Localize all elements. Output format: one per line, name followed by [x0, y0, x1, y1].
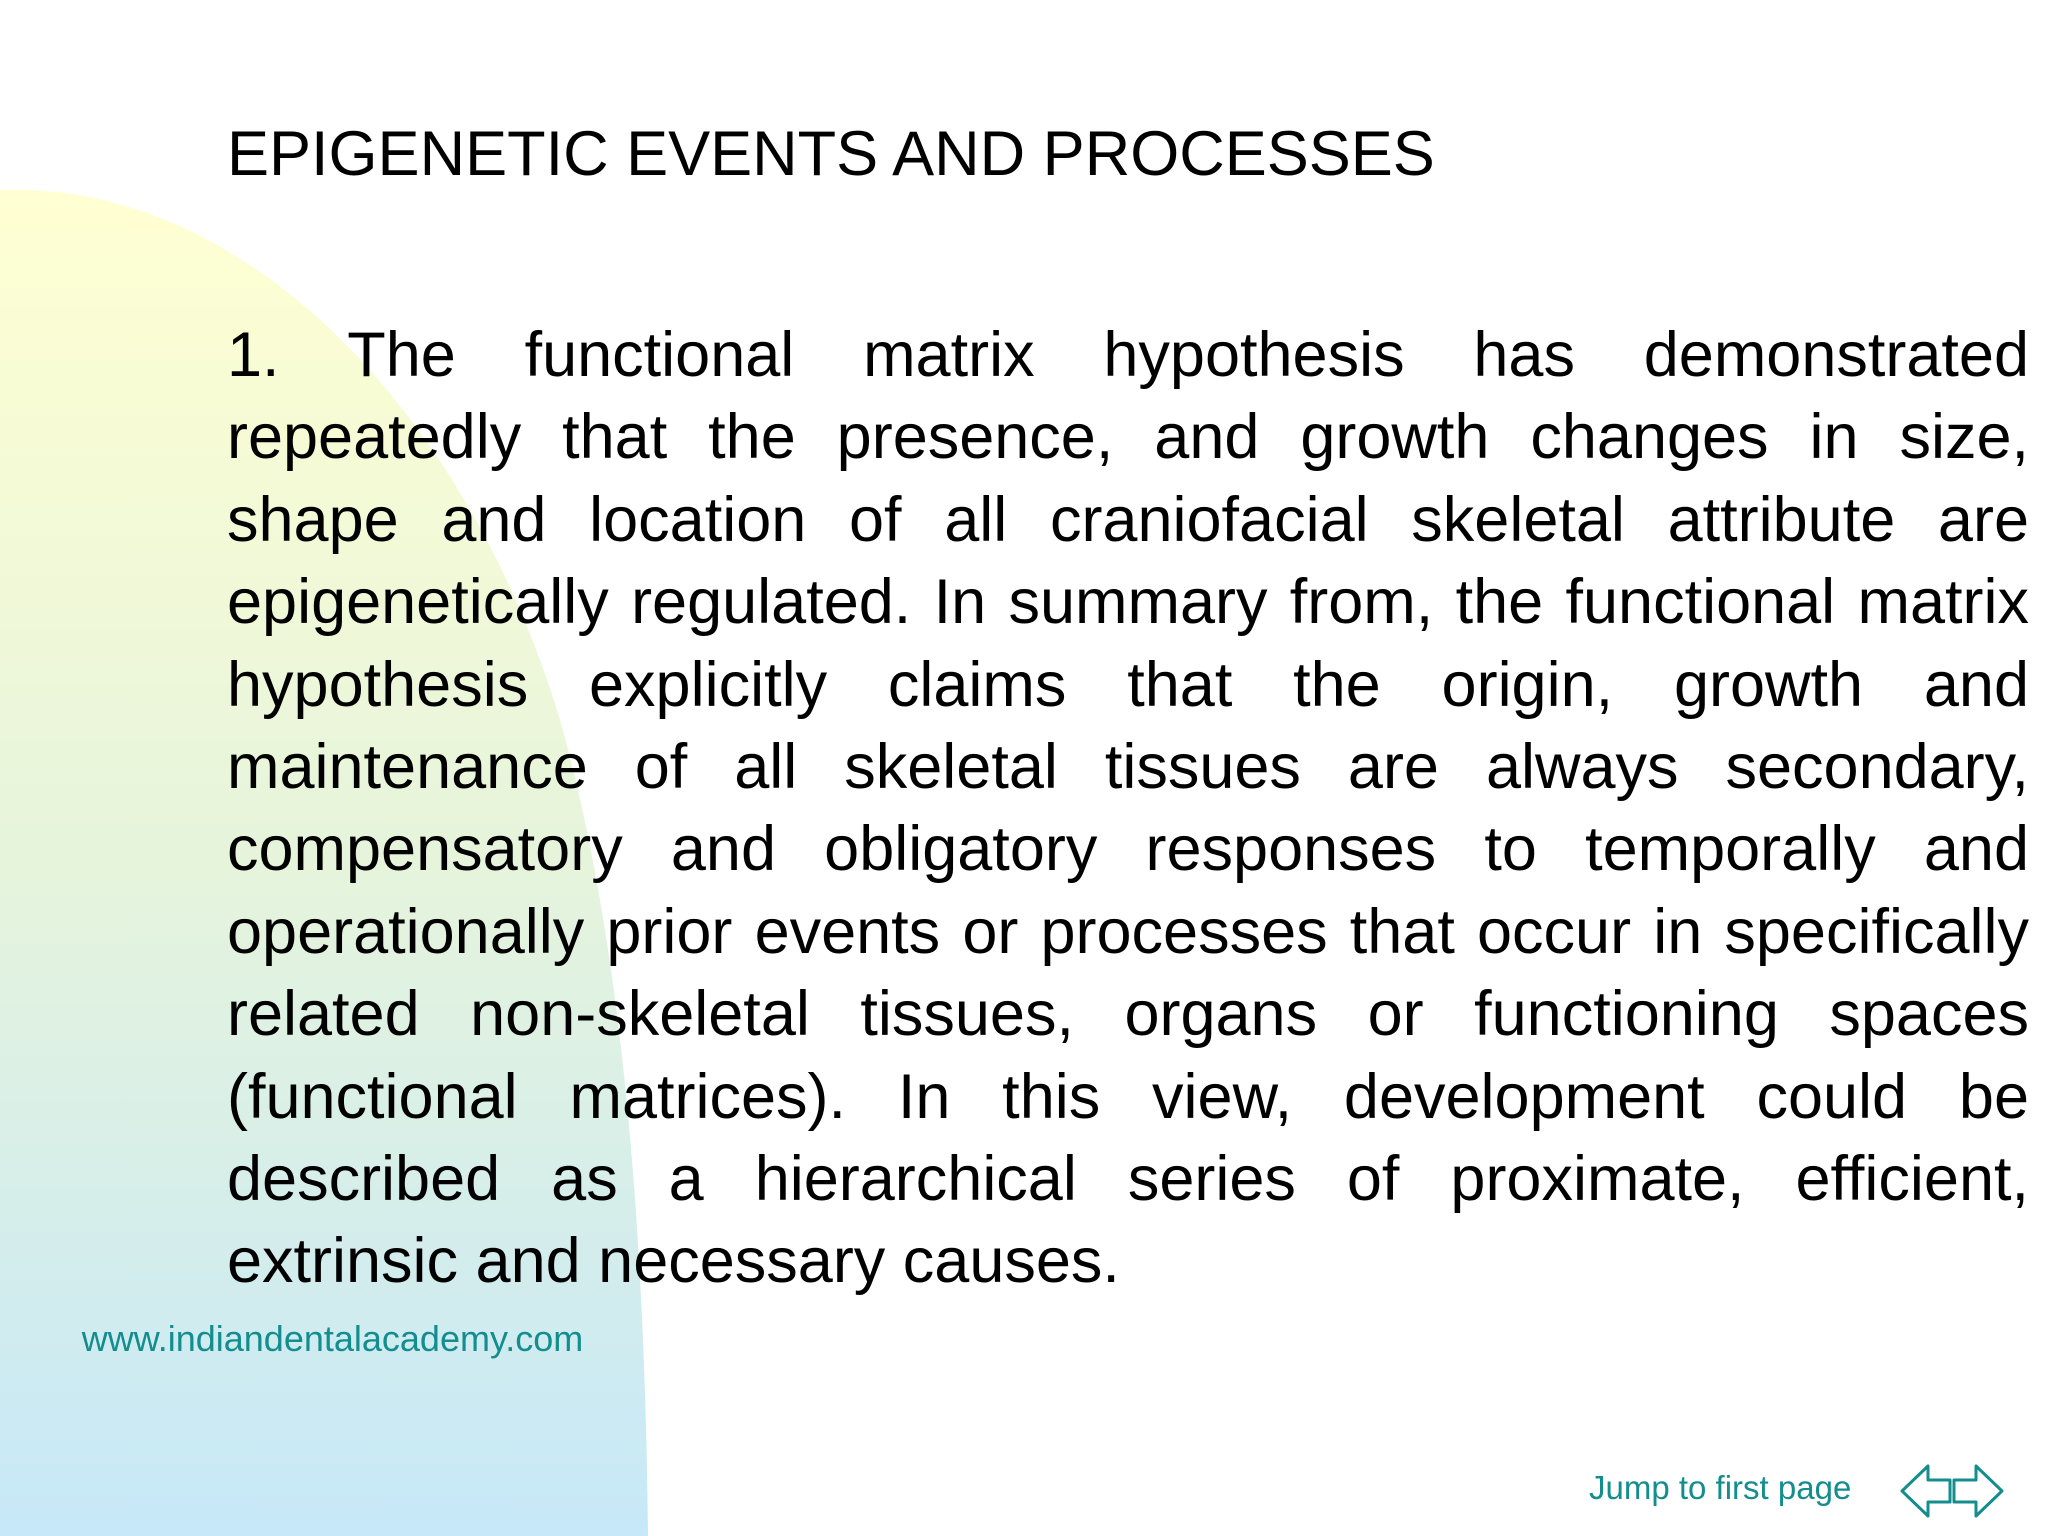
- slide-body-text: 1. The functional matrix hypothesis has demonstrated repeatedly that the presence, and growth changes in size, shape and location of all craniofacial skeletal attribute are epigenetically regulated. In summary from, the functional matrix hypothesis explicitly claims that the origin, growth and maintenance of all skeletal tissues are always secondary, compensatory and obligatory responses to temporally and operationally prior events or processes that occur in specifically related non-skeletal tissues, organs or functioning spaces (functional matrices). In this view, development could be described as a hierarchical series of proximate, efficient, extrinsic and necessary causes.: [227, 320, 2029, 1297]
- previous-arrow-icon[interactable]: [1902, 1466, 1950, 1516]
- website-url: www.indiandentalacademy.com: [81, 1318, 584, 1359]
- next-arrow-icon[interactable]: [1954, 1466, 2002, 1516]
- slide-title: EPIGENETIC EVENTS AND PROCESSES: [227, 119, 1435, 189]
- navigation-arrows: [1900, 1462, 2004, 1520]
- jump-to-first-page-link[interactable]: Jump to first page: [1589, 1469, 1852, 1506]
